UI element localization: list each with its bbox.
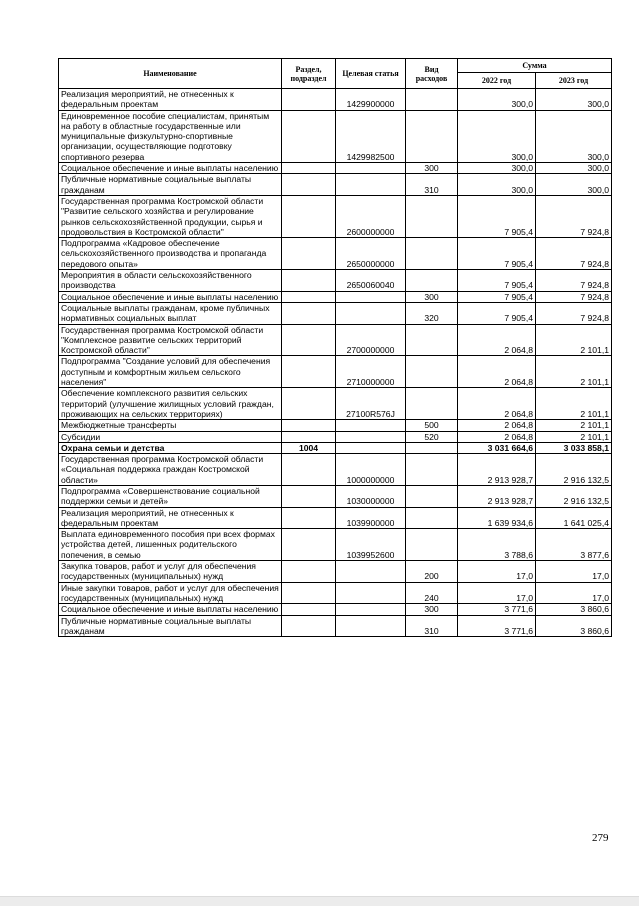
cell-name: Публичные нормативные социальные выплаты гражданам — [59, 615, 282, 637]
cell-expense — [406, 195, 458, 237]
cell-sum-2022: 2 064,8 — [458, 388, 536, 420]
cell-sum-2022: 300,0 — [458, 89, 536, 111]
cell-target — [336, 561, 406, 583]
cell-target — [336, 163, 406, 174]
table-row — [59, 291, 612, 302]
cell-section — [282, 454, 336, 486]
cell-sum-2023: 7 924,8 — [536, 270, 612, 292]
table-row — [59, 615, 612, 637]
cell-section — [282, 89, 336, 111]
cell-sum-2023: 7 924,8 — [536, 291, 612, 302]
cell-expense: 520 — [406, 431, 458, 442]
header-section: Раздел, подраздел — [282, 59, 336, 89]
cell-name: Социальное обеспечение и иные выплаты населению — [59, 291, 282, 302]
cell-sum-2023: 3 860,6 — [536, 615, 612, 637]
cell-sum-2023: 2 101,1 — [536, 431, 612, 442]
cell-sum-2022: 3 031 664,6 — [458, 442, 536, 453]
cell-section — [282, 529, 336, 561]
table-row — [59, 174, 612, 196]
table-row — [59, 454, 612, 486]
table-body — [59, 89, 612, 637]
cell-sum-2022: 2 064,8 — [458, 324, 536, 356]
cell-expense — [406, 89, 458, 111]
cell-sum-2023: 2 916 132,5 — [536, 454, 612, 486]
cell-expense — [406, 270, 458, 292]
cell-section — [282, 604, 336, 615]
cell-sum-2022: 2 913 928,7 — [458, 485, 536, 507]
cell-expense: 240 — [406, 582, 458, 604]
cell-expense: 310 — [406, 615, 458, 637]
table-row — [59, 582, 612, 604]
cell-target — [336, 615, 406, 637]
cell-name: Обеспечение комплексного развития сельских территорий (улучшение жилищных условий граждан, проживающих на сельских территориях) — [59, 388, 282, 420]
cell-section — [282, 238, 336, 270]
cell-sum-2022: 3 771,6 — [458, 615, 536, 637]
cell-expense: 200 — [406, 561, 458, 583]
cell-target — [336, 604, 406, 615]
header-year-2023: 2023 год — [536, 73, 612, 89]
cell-expense — [406, 324, 458, 356]
cell-name: Подпрограмма «Кадровое обеспечение сельскохозяйственного производства и пропаганда передового опыта» — [59, 238, 282, 270]
cell-target: 2700000000 — [336, 324, 406, 356]
cell-target: 2650000000 — [336, 238, 406, 270]
cell-sum-2022: 7 905,4 — [458, 302, 536, 324]
cell-sum-2023: 7 924,8 — [536, 302, 612, 324]
cell-name: Социальные выплаты гражданам, кроме публичных нормативных социальных выплат — [59, 302, 282, 324]
cell-sum-2022: 300,0 — [458, 174, 536, 196]
cell-sum-2022: 2 913 928,7 — [458, 454, 536, 486]
cell-sum-2023: 1 641 025,4 — [536, 507, 612, 529]
cell-sum-2022: 17,0 — [458, 561, 536, 583]
table-row — [59, 110, 612, 162]
cell-sum-2022: 2 064,8 — [458, 356, 536, 388]
table-row — [59, 195, 612, 237]
cell-section — [282, 431, 336, 442]
cell-sum-2022: 1 639 934,6 — [458, 507, 536, 529]
cell-sum-2022: 2 064,8 — [458, 420, 536, 431]
cell-section — [282, 561, 336, 583]
cell-sum-2023: 7 924,8 — [536, 195, 612, 237]
cell-name: Социальное обеспечение и иные выплаты населению — [59, 163, 282, 174]
cell-target: 2600000000 — [336, 195, 406, 237]
cell-section — [282, 270, 336, 292]
cell-target: 2710000000 — [336, 356, 406, 388]
cell-expense — [406, 238, 458, 270]
table-row — [59, 270, 612, 292]
table-row — [59, 420, 612, 431]
cell-section — [282, 324, 336, 356]
table-row — [59, 507, 612, 529]
cell-target: 1039900000 — [336, 507, 406, 529]
table-row — [59, 89, 612, 111]
cell-sum-2023: 300,0 — [536, 89, 612, 111]
cell-section — [282, 485, 336, 507]
cell-name: Закупка товаров, работ и услуг для обеспечения государственных (муниципальных) нужд — [59, 561, 282, 583]
cell-sum-2022: 3 771,6 — [458, 604, 536, 615]
cell-expense: 500 — [406, 420, 458, 431]
table-row — [59, 356, 612, 388]
cell-expense — [406, 454, 458, 486]
cell-sum-2023: 2 101,1 — [536, 388, 612, 420]
table-row — [59, 561, 612, 583]
header-name: Наименование — [59, 59, 282, 89]
cell-section — [282, 615, 336, 637]
cell-sum-2022: 7 905,4 — [458, 270, 536, 292]
cell-target — [336, 431, 406, 442]
cell-target: 1429982500 — [336, 110, 406, 162]
cell-expense: 300 — [406, 291, 458, 302]
cell-section — [282, 507, 336, 529]
cell-sum-2023: 7 924,8 — [536, 238, 612, 270]
cell-sum-2023: 300,0 — [536, 174, 612, 196]
budget-table — [58, 58, 612, 637]
table-row — [59, 324, 612, 356]
cell-name: Реализация мероприятий, не отнесенных к федеральным проектам — [59, 507, 282, 529]
cell-expense — [406, 507, 458, 529]
header-target: Целевая статья — [336, 59, 406, 89]
cell-target: 1030000000 — [336, 485, 406, 507]
cell-section — [282, 291, 336, 302]
cell-target: 2650060040 — [336, 270, 406, 292]
table-row — [59, 163, 612, 174]
cell-name: Субсидии — [59, 431, 282, 442]
cell-section: 1004 — [282, 442, 336, 453]
cell-section — [282, 302, 336, 324]
cell-target — [336, 582, 406, 604]
cell-name: Мероприятия в области сельскохозяйственного производства — [59, 270, 282, 292]
table-row — [59, 388, 612, 420]
cell-sum-2022: 2 064,8 — [458, 431, 536, 442]
cell-sum-2023: 3 860,6 — [536, 604, 612, 615]
table-row — [59, 485, 612, 507]
cell-expense — [406, 485, 458, 507]
table-row — [59, 431, 612, 442]
cell-sum-2023: 2 101,1 — [536, 324, 612, 356]
cell-expense — [406, 442, 458, 453]
cell-target — [336, 174, 406, 196]
table-row — [59, 302, 612, 324]
cell-sum-2022: 3 788,6 — [458, 529, 536, 561]
cell-target: 1429900000 — [336, 89, 406, 111]
cell-name: Подпрограмма "Создание условий для обеспечения доступным и комфортным жильем сельского населения" — [59, 356, 282, 388]
cell-target: 27100R576J — [336, 388, 406, 420]
cell-expense — [406, 388, 458, 420]
cell-target — [336, 302, 406, 324]
cell-section — [282, 388, 336, 420]
cell-sum-2023: 2 101,1 — [536, 356, 612, 388]
cell-sum-2022: 7 905,4 — [458, 195, 536, 237]
cell-name: Межбюджетные трансферты — [59, 420, 282, 431]
cell-name: Подпрограмма «Совершенствование социальной поддержки семьи и детей» — [59, 485, 282, 507]
header-expense: Вид расходов — [406, 59, 458, 89]
cell-target — [336, 442, 406, 453]
cell-name: Единовременное пособие специалистам, принятым на работу в областные государственные или муниципальные физкультурно-спортивные организации, осуществляющие подготовку спортивного резерва — [59, 110, 282, 162]
cell-expense: 300 — [406, 163, 458, 174]
cell-sum-2022: 7 905,4 — [458, 291, 536, 302]
page-number: 279 — [592, 832, 609, 844]
cell-target: 1039952600 — [336, 529, 406, 561]
cell-name: Государственная программа Костромской области «Социальная поддержка граждан Костромской области» — [59, 454, 282, 486]
header-year-2022: 2022 год — [458, 73, 536, 89]
cell-target: 1000000000 — [336, 454, 406, 486]
cell-name: Реализация мероприятий, не отнесенных к федеральным проектам — [59, 89, 282, 111]
table-row — [59, 238, 612, 270]
cell-sum-2023: 17,0 — [536, 561, 612, 583]
cell-name: Выплата единовременного пособия при всех формах устройства детей, лишенных родительского попечения, в семью — [59, 529, 282, 561]
cell-sum-2023: 2 101,1 — [536, 420, 612, 431]
cell-sum-2023: 3 877,6 — [536, 529, 612, 561]
cell-name: Охрана семьи и детства — [59, 442, 282, 453]
cell-name: Государственная программа Костромской области "Развитие сельского хозяйства и регулирование рынков сельскохозяйственной продукции, сырья и продовольствия в Костромской области" — [59, 195, 282, 237]
cell-sum-2022: 7 905,4 — [458, 238, 536, 270]
header-sum: Сумма — [458, 59, 612, 73]
cell-expense — [406, 356, 458, 388]
cell-sum-2023: 300,0 — [536, 163, 612, 174]
cell-expense: 300 — [406, 604, 458, 615]
cell-target — [336, 420, 406, 431]
cell-sum-2023: 17,0 — [536, 582, 612, 604]
cell-expense: 310 — [406, 174, 458, 196]
cell-expense — [406, 529, 458, 561]
cell-expense — [406, 110, 458, 162]
cell-sum-2023: 300,0 — [536, 110, 612, 162]
cell-sum-2023: 3 033 858,1 — [536, 442, 612, 453]
cell-expense: 320 — [406, 302, 458, 324]
cell-section — [282, 356, 336, 388]
cell-target — [336, 291, 406, 302]
cell-section — [282, 582, 336, 604]
cell-section — [282, 174, 336, 196]
cell-section — [282, 195, 336, 237]
cell-section — [282, 163, 336, 174]
table-row — [59, 529, 612, 561]
cell-sum-2022: 300,0 — [458, 163, 536, 174]
cell-sum-2022: 17,0 — [458, 582, 536, 604]
table-row — [59, 604, 612, 615]
cell-section — [282, 420, 336, 431]
cell-name: Социальное обеспечение и иные выплаты населению — [59, 604, 282, 615]
cell-sum-2022: 300,0 — [458, 110, 536, 162]
cell-section — [282, 110, 336, 162]
cell-sum-2023: 2 916 132,5 — [536, 485, 612, 507]
cell-name: Публичные нормативные социальные выплаты гражданам — [59, 174, 282, 196]
cell-name: Государственная программа Костромской области "Комплексное развитие сельских территорий Костромской области" — [59, 324, 282, 356]
cell-name: Иные закупки товаров, работ и услуг для обеспечения государственных (муниципальных) нужд — [59, 582, 282, 604]
table-row — [59, 442, 612, 453]
